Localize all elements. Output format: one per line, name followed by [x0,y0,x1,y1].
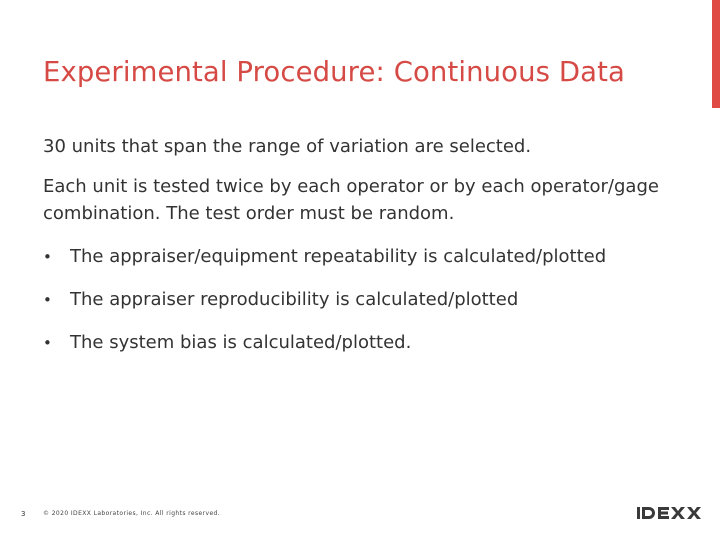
bullet-dot-icon: • [43,291,52,309]
idexx-logo-letters [637,507,701,519]
paragraph-2: Each unit is tested twice by each operator or by each operator/gage combination. The test order must be random. [43,176,659,224]
bullet-item [43,289,606,332]
copyright-notice: © 2020 IDEXX Laboratories, Inc. All rights reserved. [43,510,221,517]
idexx-logo [637,505,704,521]
paragraph-1: 30 units that span the range of variation are selected. [43,136,532,157]
page-number: 3 [21,510,26,518]
accent-bar [712,0,720,108]
bullet-item [43,246,606,289]
bullet-text: The appraiser reproducibility is calculated/plotted [70,289,519,310]
bullet-dot-icon: • [43,334,52,352]
bullet-text: The system bias is calculated/plotted. [70,332,412,353]
bullet-dot-icon: • [43,248,52,266]
bullet-item [43,332,606,375]
slide-title: Experimental Procedure: Continuous Data [43,56,625,88]
bullet-text: The appraiser/equipment repeatability is calculated/plotted [70,246,607,267]
bullet-list [43,246,606,375]
